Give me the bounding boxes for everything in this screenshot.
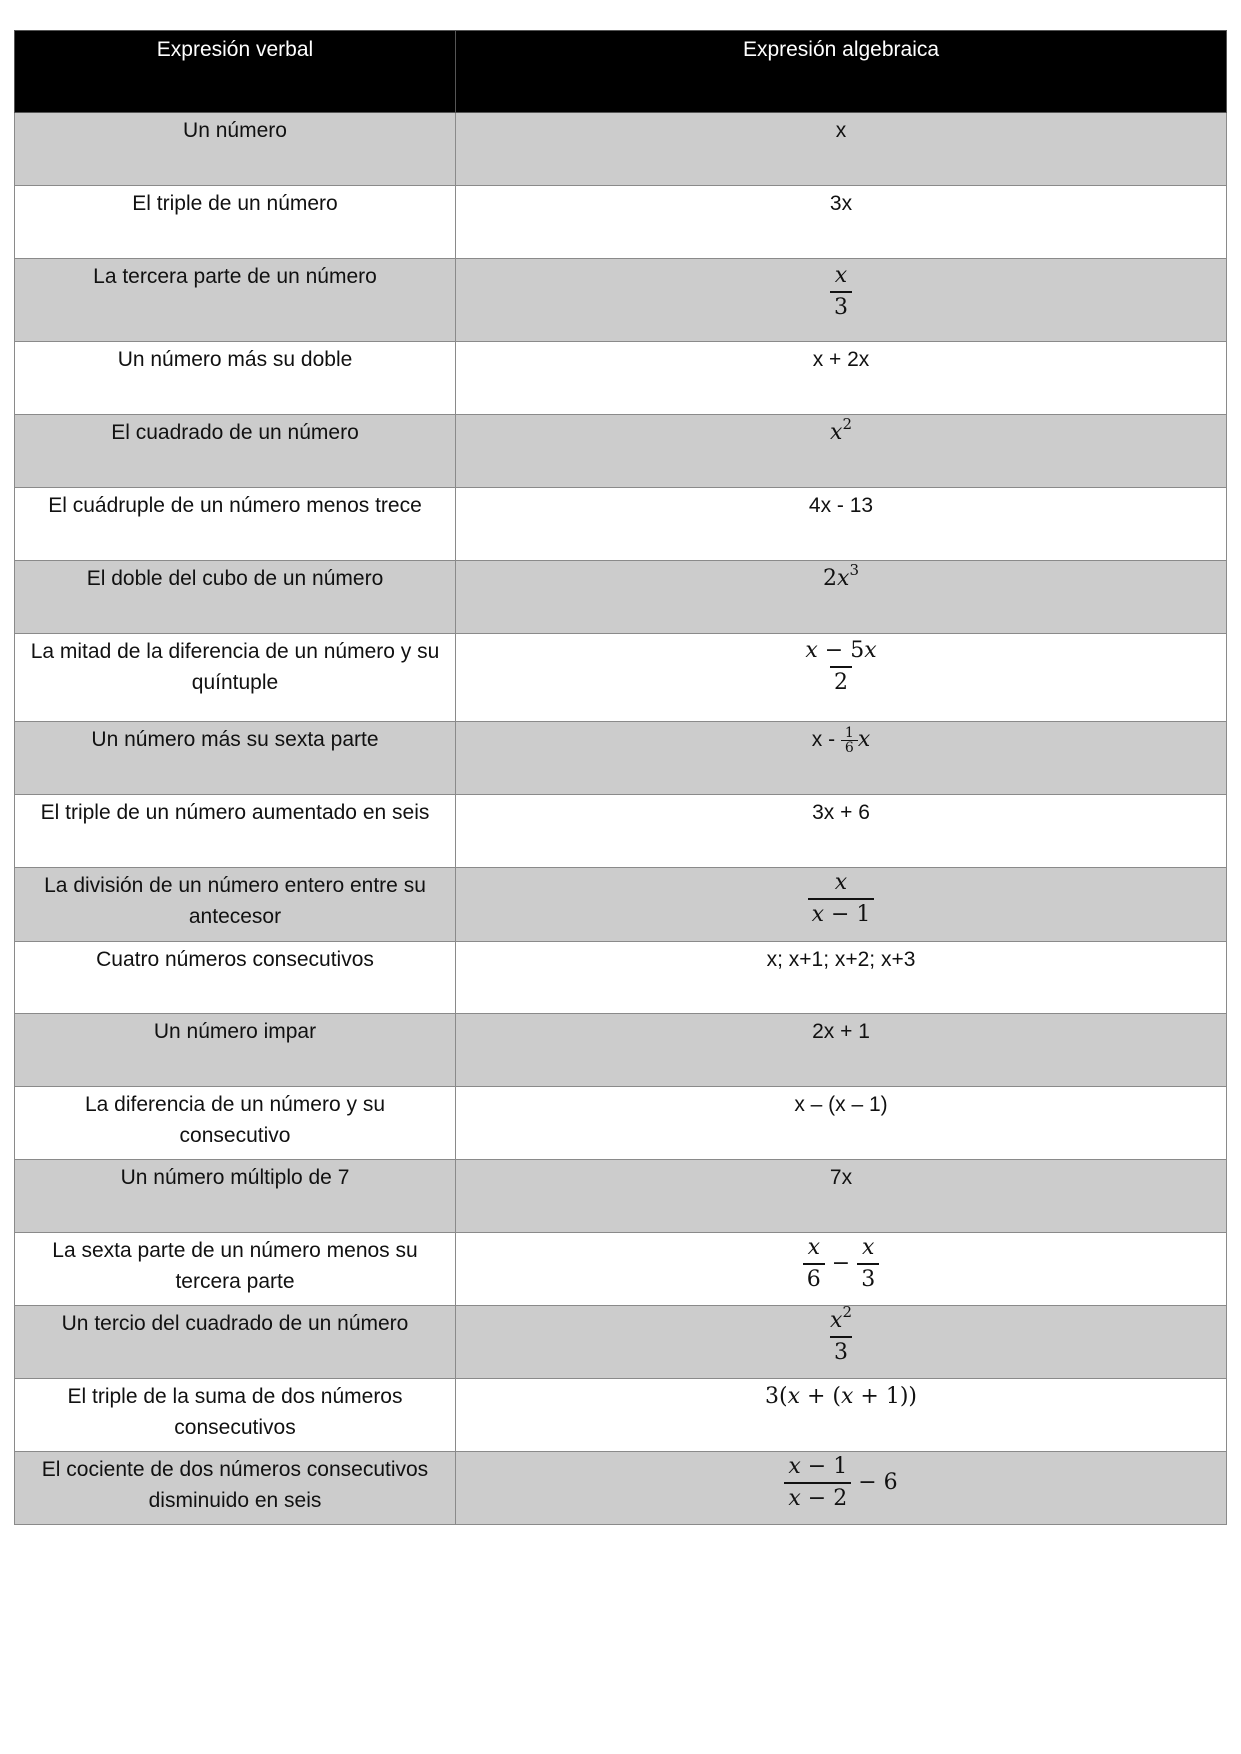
algebraic-cell <box>456 1233 1227 1306</box>
table-row <box>15 1014 1227 1087</box>
table-row <box>15 1160 1227 1233</box>
algebraic-cell: 3x + 6 <box>456 795 1227 868</box>
fraction-expression: $\frac{x}{3}$ <box>830 261 852 323</box>
verbal-cell: El triple de un número aumentado en seis <box>15 795 456 868</box>
table-row <box>15 342 1227 415</box>
verbal-cell: Un número <box>15 113 456 186</box>
verbal-cell: Un número múltiplo de 7 <box>15 1160 456 1233</box>
table-row <box>15 1233 1227 1306</box>
verbal-cell: La sexta parte de un número menos su tercera parte <box>15 1233 456 1306</box>
table-row <box>15 795 1227 868</box>
table-row <box>15 722 1227 795</box>
algebraic-cell: x; x+1; x+2; x+3 <box>456 942 1227 1014</box>
verbal-cell: El triple de un número <box>15 186 456 259</box>
algebraic-cell <box>456 259 1227 342</box>
verbal-cell: Un número más su doble <box>15 342 456 415</box>
header-row <box>15 31 1227 113</box>
verbal-cell: El triple de la suma de dos números consecutivos <box>15 1379 456 1452</box>
fraction-expression: $\frac{x^2}{3}$ <box>826 1306 856 1368</box>
verbal-cell: Un número impar <box>15 1014 456 1087</box>
algebraic-cell <box>456 634 1227 722</box>
table-row <box>15 1087 1227 1160</box>
fraction-expression: $\frac{x - 5x}{2}$ <box>801 636 880 698</box>
algebraic-cell <box>456 561 1227 634</box>
algebraic-cell: x <box>456 113 1227 186</box>
mixed-expression: x - $\frac{1}{6}$ x <box>811 724 871 756</box>
table-row <box>15 259 1227 342</box>
algebraic-cell: 3x <box>456 186 1227 259</box>
algebraic-cell: 2x + 1 <box>456 1014 1227 1087</box>
grouped-expression: 3(x + (x + 1)) <box>764 1384 917 1409</box>
verbal-cell: Un número más su sexta parte <box>15 722 456 795</box>
algebraic-cell <box>456 1452 1227 1525</box>
verbal-cell: El cuádruple de un número menos trece <box>15 488 456 561</box>
algebraic-cell: x – (x – 1) <box>456 1087 1227 1160</box>
expressions-table <box>14 30 1227 1525</box>
algebraic-cell <box>456 722 1227 795</box>
table-row <box>15 1306 1227 1379</box>
fraction-expression: $\frac{x - 1}{x - 2}$ − 6 <box>784 1470 897 1495</box>
table-row <box>15 1452 1227 1525</box>
verbal-cell: El cuadrado de un número <box>15 415 456 488</box>
table-row <box>15 868 1227 942</box>
table-row <box>15 113 1227 186</box>
table-row <box>15 942 1227 1014</box>
verbal-cell: La diferencia de un número y su consecutivo <box>15 1087 456 1160</box>
verbal-cell: La división de un número entero entre su antecesor <box>15 868 456 942</box>
table-row <box>15 415 1227 488</box>
verbal-cell: La tercera parte de un número <box>15 259 456 342</box>
table-row <box>15 186 1227 259</box>
fraction-expression: $\frac{x}{6}$ − $\frac{x}{3}$ <box>803 1251 879 1276</box>
power-expression: $x^2$ <box>830 414 852 445</box>
verbal-cell: Cuatro números consecutivos <box>15 942 456 1014</box>
algebraic-cell: 4x - 13 <box>456 488 1227 561</box>
header-verbal: Expresión verbal <box>15 31 456 113</box>
algebraic-cell: x + 2x <box>456 342 1227 415</box>
verbal-cell: El cociente de dos números consecutivos disminuido en seis <box>15 1452 456 1525</box>
algebraic-cell: 7x <box>456 1160 1227 1233</box>
header-algebraic: Expresión algebraica <box>456 31 1227 113</box>
expressions-sheet <box>14 30 1226 1525</box>
fraction-expression: $\frac{x}{x - 1}$ <box>808 868 875 930</box>
verbal-cell: Un tercio del cuadrado de un número <box>15 1306 456 1379</box>
verbal-cell: La mitad de la diferencia de un número y su quíntuple <box>15 634 456 722</box>
algebraic-cell <box>456 1379 1227 1452</box>
verbal-cell: El doble del cubo de un número <box>15 561 456 634</box>
power-expression: $2x^3$ <box>823 560 859 591</box>
algebraic-cell <box>456 415 1227 488</box>
table-row <box>15 488 1227 561</box>
table-row <box>15 1379 1227 1452</box>
table-row <box>15 634 1227 722</box>
algebraic-cell <box>456 1302 1227 1379</box>
algebraic-cell <box>456 868 1227 942</box>
table-row <box>15 561 1227 634</box>
